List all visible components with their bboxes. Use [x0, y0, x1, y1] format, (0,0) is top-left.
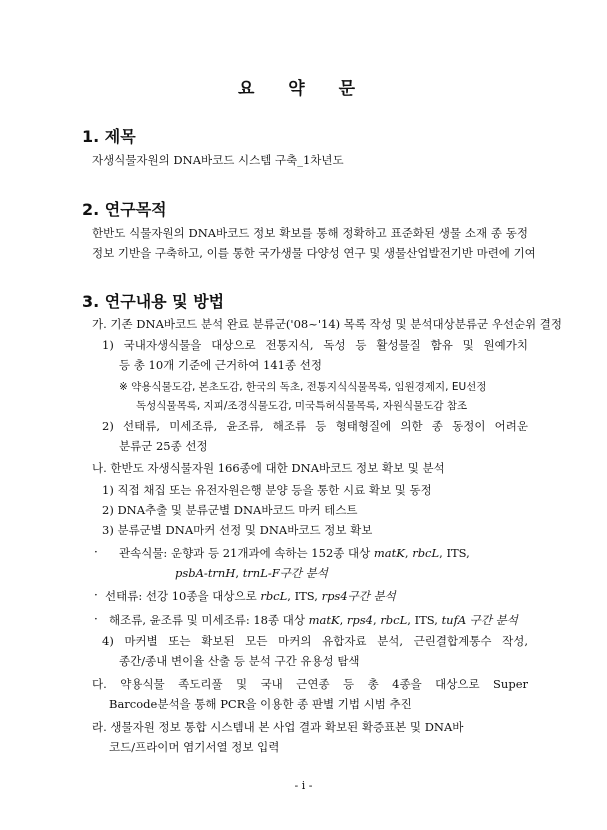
- section-2-heading: 2. 연구목적: [82, 200, 167, 219]
- marker-rps4: rps4구간 분석: [321, 589, 396, 603]
- marker-rbcl-2: rbcL: [260, 589, 288, 603]
- marker-tufa: tufA 구간 분석: [441, 613, 518, 627]
- page-title: 요 약 문: [237, 79, 370, 99]
- marker-psba-trnh: psbA-trnH: [175, 566, 236, 580]
- marker-its-2: ITS: [294, 589, 315, 603]
- bullet-3-prefix: 해조류, 윤조류 및 미세조류: 18종 대상: [109, 613, 309, 627]
- bullet-dot-2: ·: [94, 588, 98, 602]
- item-ga-1-line-2: 등 총 10개 기준에 근거하여 141종 선정: [119, 358, 322, 372]
- marker-rbcl-3: rbcL: [380, 613, 408, 627]
- page-number: - i -: [294, 779, 313, 792]
- section-1-text: 자생식물자원의 DNA바코드 시스템 구축_1차년도: [92, 153, 344, 167]
- marker-rbcl: rbcL: [412, 546, 440, 560]
- bullet-2-line: 선태류: 선강 10종을 대상으로 rbcL, ITS, rps4구간 분석: [105, 589, 396, 603]
- item-na-1: 1) 직접 채집 또는 유전자원은행 분양 등을 통한 시료 확보 및 동정: [102, 483, 432, 497]
- bullet-2-prefix: 선태류: 선강 10종을 대상으로: [105, 589, 261, 603]
- note-line-1: ※ 약용식물도감, 본초도감, 한국의 독초, 전통지식식물목록, 임원경제지, EU선정: [119, 381, 487, 393]
- item-na: 나. 한반도 자생식물자원 166종에 대한 DNA바코드 정보 확보 및 분석: [92, 461, 445, 475]
- marker-its: ITS: [446, 546, 467, 560]
- section-2-line-2: 정보 기반을 구축하고, 이를 통한 국가생물 다양성 연구 및 생물산업발전기반 마련에 기여: [92, 246, 536, 260]
- item-na-4-line-2: 종간/종내 변이율 산출 등 분석 구간 유용성 탐색: [119, 654, 360, 668]
- marker-trnl-f: trnL-F구간 분석: [242, 566, 328, 580]
- bullet-1-line-2: psbA-trnH, trnL-F구간 분석: [175, 566, 328, 580]
- bullet-1-prefix: 관속식물: 운향과 등 21개과에 속하는 152종 대상: [119, 546, 374, 560]
- item-da-line-1: 다. 약용식물 족도리풀 및 국내 근연종 등 총 4종을 대상으로 Super: [92, 677, 528, 691]
- item-ga-2-line-2: 분류군 25종 선정: [119, 439, 208, 453]
- section-1-heading: 1. 제목: [82, 127, 136, 146]
- section-2-line-1: 한반도 식물자원의 DNA바코드 정보 확보를 통해 정확하고 표준화된 생물 소재 종 동정: [92, 226, 528, 240]
- note-line-2: 독성식물목록, 지피/조경식물도감, 미국특허식물목록, 자원식물도감 참조: [136, 400, 468, 412]
- marker-matk-3: matK: [308, 613, 340, 627]
- item-ga-2-line-1: 2) 선태류, 미세조류, 윤조류, 해조류 등 형태형질에 의한 종 동정이 어려운: [102, 419, 528, 433]
- bullet-3-line: 해조류, 윤조류 및 미세조류: 18종 대상 matK, rps4, rbcL, ITS, tufA 구간 분석: [109, 613, 518, 627]
- marker-rps4-3: rps4: [346, 613, 373, 627]
- marker-its-3: ITS: [414, 613, 435, 627]
- marker-matk: matK: [373, 546, 405, 560]
- item-ra-line-2: 코드/프라이머 염기서열 정보 입력: [109, 740, 280, 754]
- item-na-2: 2) DNA추출 및 분류군별 DNA바코드 마커 테스트: [102, 503, 358, 517]
- item-na-4-line-1: 4) 마커별 또는 확보된 모든 마커의 유합자료 분석, 근린결합계통수 작성,: [102, 634, 528, 648]
- bullet-dot-1: ·: [94, 545, 98, 559]
- item-da-line-2: Barcode분석을 통해 PCR을 이용한 종 판별 기법 시범 추진: [109, 697, 412, 711]
- item-ga-1-line-1: 1) 국내자생식물을 대상으로 전통지식, 독성 등 활성물질 함유 및 원예가치: [102, 338, 528, 352]
- bullet-dot-3: ·: [94, 612, 98, 626]
- section-3-heading: 3. 연구내용 및 방법: [82, 292, 225, 311]
- item-ga: 가. 기존 DNA바코드 분석 완료 분류군('08~'14) 목록 작성 및 분석대상분류군 우선순위 결정: [92, 317, 563, 331]
- item-ra-line-1: 라. 생물자원 정보 통합 시스템내 본 사업 결과 확보된 확증표본 및 DNA바: [92, 720, 464, 734]
- bullet-1-line-1: 관속식물: 운향과 등 21개과에 속하는 152종 대상 matK, rbcL, ITS,: [119, 546, 470, 560]
- item-na-3: 3) 분류군별 DNA마커 선정 및 DNA바코드 정보 확보: [102, 523, 373, 537]
